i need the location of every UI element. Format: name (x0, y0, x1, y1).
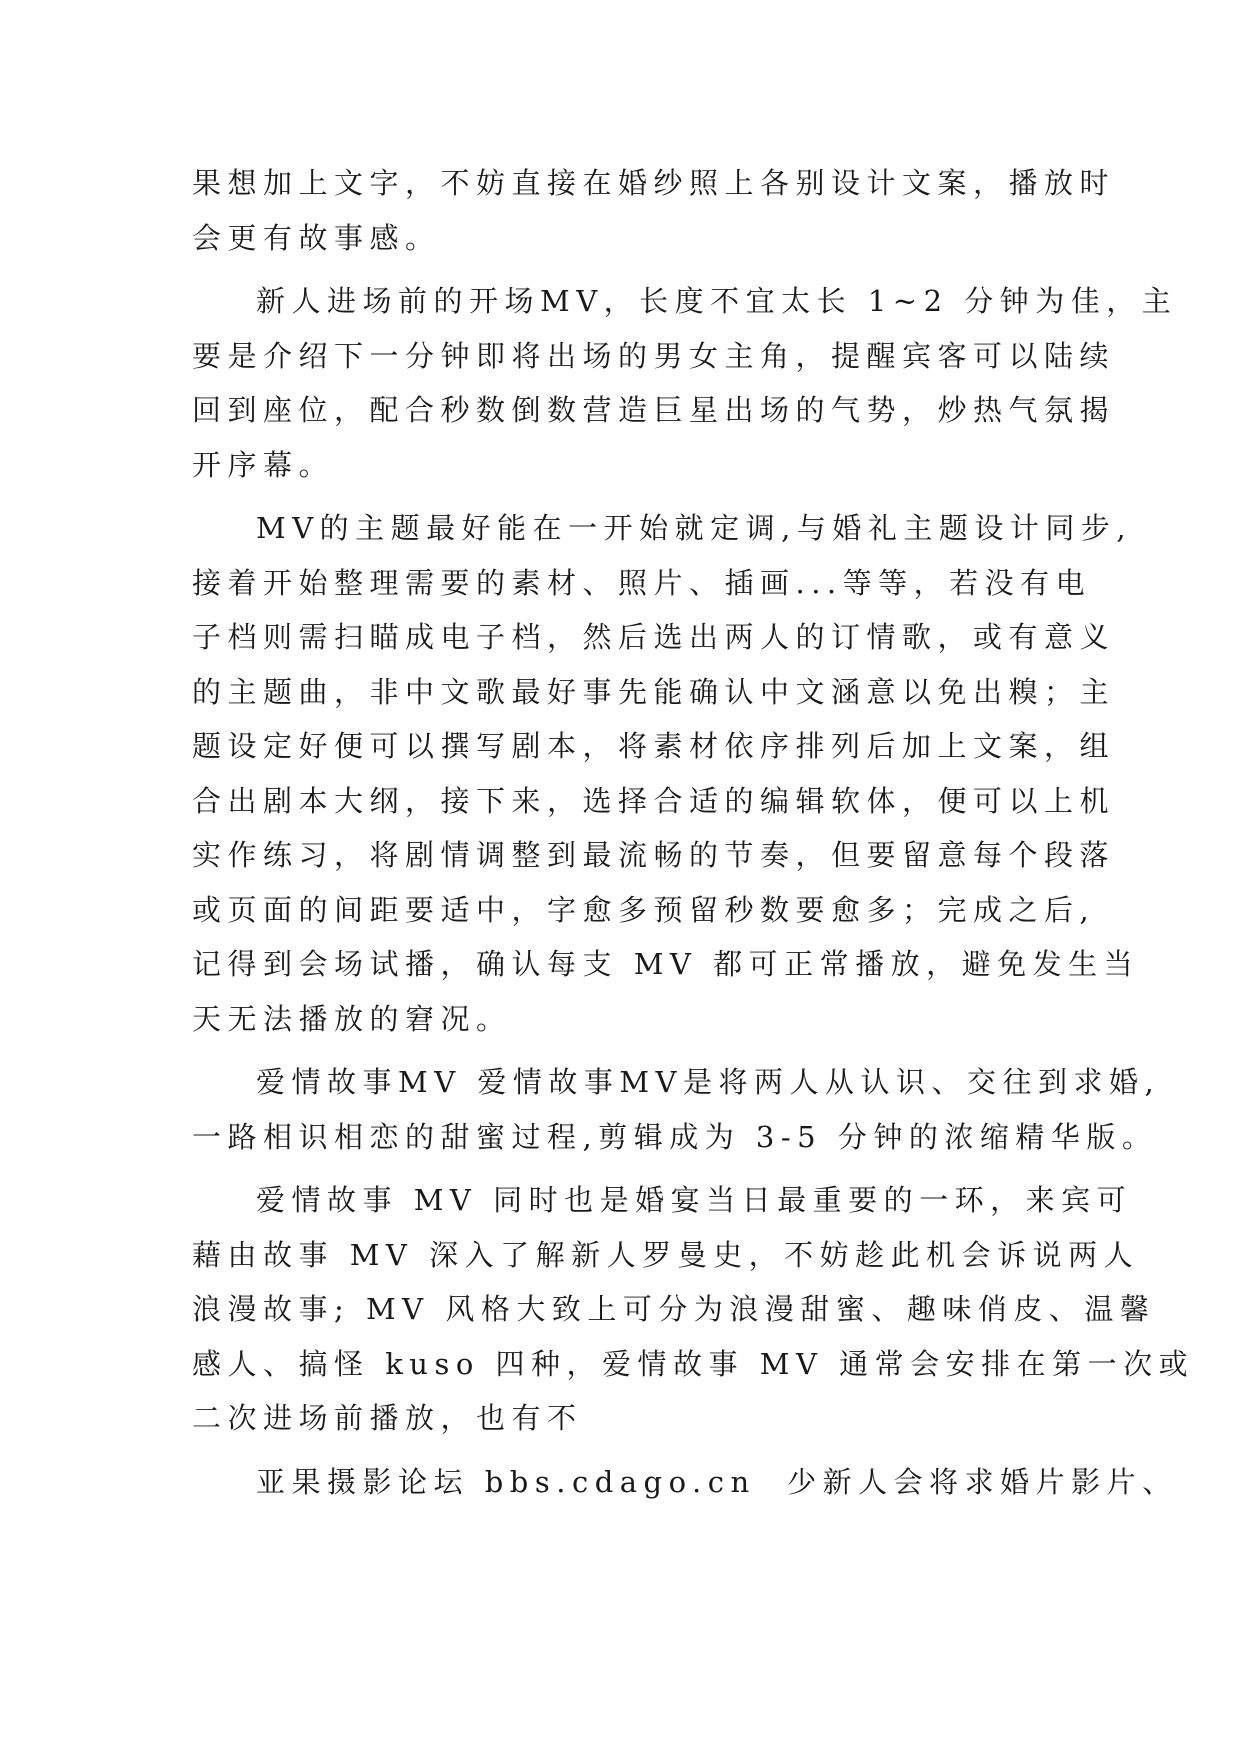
text-line: 的主题曲，非中文歌最好事先能确认中文涵意以免出糗；主 (192, 674, 1116, 709)
paragraph (192, 1055, 1161, 1164)
text-line: 会更有故事感。 (192, 220, 441, 255)
paragraph (192, 1173, 1195, 1446)
text-line: 爱情故事MV 爱情故事MV是将两人从认识、交往到求婚, (256, 1065, 1161, 1099)
text-line: 合出剧本大纲，接下来，选择合适的编辑软体，便可以上机 (192, 783, 1116, 818)
paragraph (192, 501, 1140, 1046)
text-line: 回到座位，配合秒数倒数营造巨星出场的气势，炒热气氛揭 (192, 393, 1116, 427)
paragraph (192, 156, 1116, 265)
paragraph (192, 1455, 1178, 1510)
text-line: 浪漫故事; MV 风格大致上可分为浪漫甜蜜、趣味俏皮、温馨 (192, 1292, 1156, 1326)
text-line: 一路相识相恋的甜蜜过程,剪辑成为 3-5 分钟的浓缩精华版。 (192, 1119, 1158, 1154)
text-line: 实作练习，将剧情调整到最流畅的节奏，但要留意每个段落 (192, 838, 1116, 872)
text-line: 子档则需扫瞄成电子档，然后选出两人的订情歌，或有意义 (192, 620, 1116, 654)
text-line: MV的主题最好能在一开始就定调,与婚礼主题设计同步, (256, 511, 1133, 545)
text-line: 开序幕。 (192, 447, 335, 482)
text-line: 爱情故事 MV 同时也是婚宴当日最重要的一环，来宾可 (256, 1183, 1133, 1217)
text-line: 或页面的间距要适中，字愈多预留秒数要愈多；完成之后, (192, 892, 1096, 927)
body-text (192, 156, 1195, 1509)
text-line: 新人进场前的开场MV，长度不宜太长 1~2 分钟为佳，主 (256, 284, 1178, 318)
text-line: 接着开始整理需要的素材、照片、插画...等等，若没有电 (192, 565, 1092, 600)
text-line: 藉由故事 MV 深入了解新人罗曼史，不妨趁此机会诉说两人 (192, 1237, 1140, 1272)
text-line: 感人、搞怪 kuso 四种，爱情故事 MV 通常会安排在第一次或 (192, 1346, 1195, 1381)
text-line: 记得到会场试播，确认每支 MV 都可正常播放，避免发生当 (192, 947, 1140, 981)
text-line: 题设定好便可以撰写剧本，将素材依序排列后加上文案，组 (192, 729, 1116, 763)
text-line: 要是介绍下一分钟即将出场的男女主角，提醒宾客可以陆续 (192, 338, 1116, 373)
text-line: 果想加上文字，不妨直接在婚纱照上各别设计文案，播放时 (192, 166, 1116, 200)
text-line: 天无法播放的窘况。 (192, 1001, 512, 1036)
text-line: 亚果摄影论坛 bbs.cdago.cn 少新人会将求婚片影片、 (256, 1464, 1178, 1499)
text-line: 二次进场前播放，也有不 (192, 1401, 583, 1435)
paragraph (192, 274, 1178, 492)
